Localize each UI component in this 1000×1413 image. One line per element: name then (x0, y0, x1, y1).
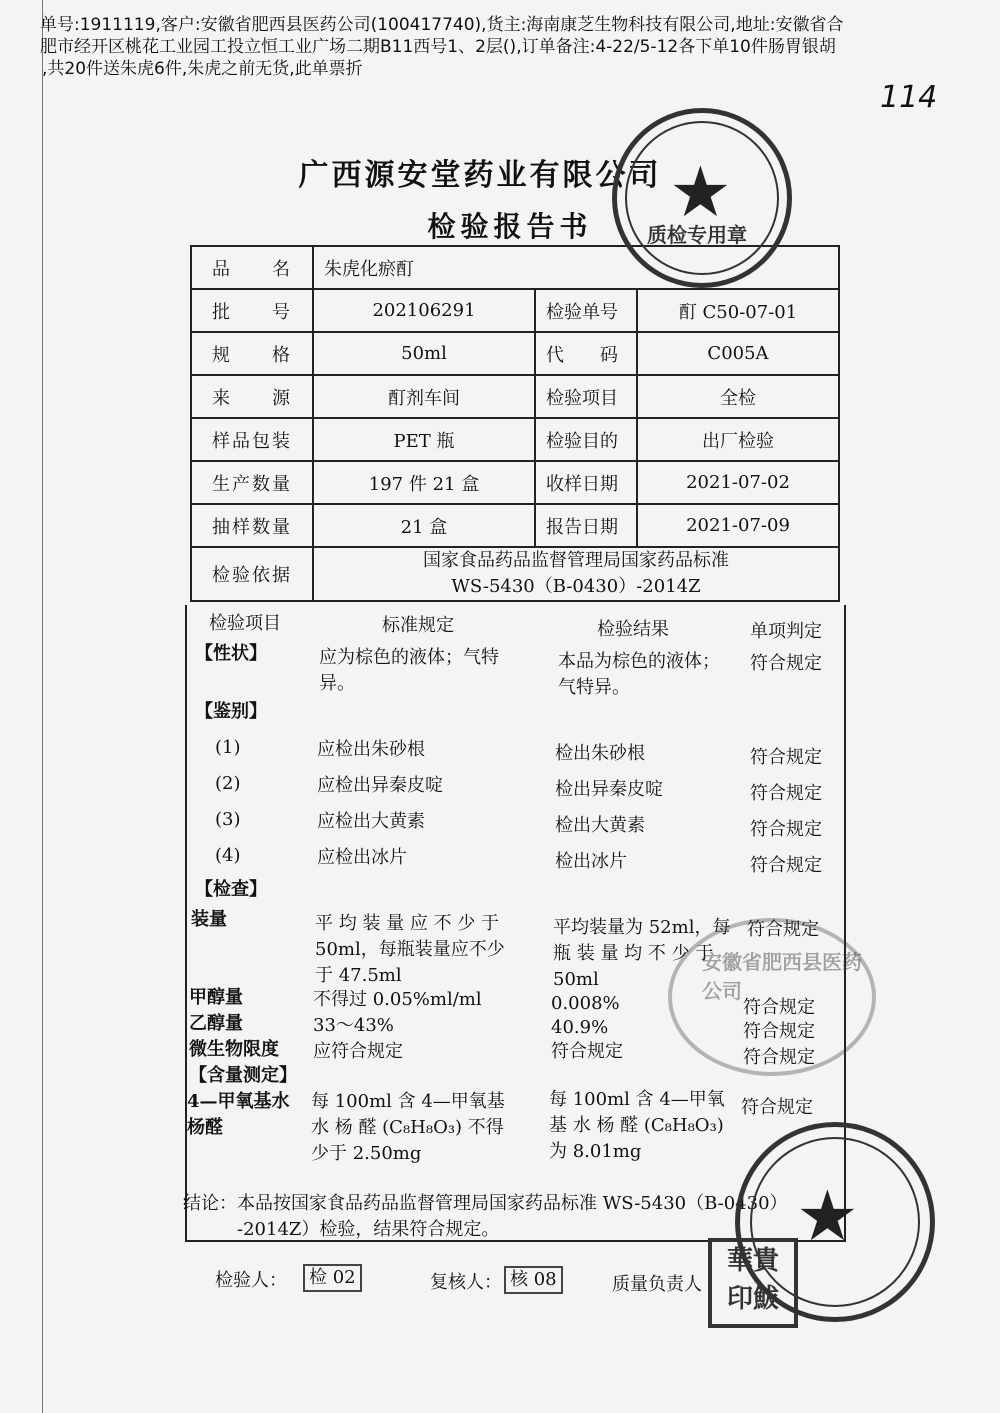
id4-judgement: 符合规定 (750, 855, 822, 876)
ethanol-std: 33～43% (313, 1015, 394, 1036)
id1-std: 应检出朱砂根 (317, 739, 425, 760)
report-label: 报告日期 (535, 504, 637, 547)
character-std-1: 应为棕色的液体；气特 (319, 647, 499, 668)
source-label: 来 源 (191, 375, 313, 418)
id1-res: 检出朱砂根 (555, 743, 645, 764)
microbial-judgement: 符合规定 (743, 1047, 815, 1068)
report-value: 2021-07-09 (637, 504, 839, 547)
info-table (190, 245, 840, 602)
table-row (191, 504, 839, 547)
recv-label: 收样日期 (535, 461, 637, 504)
fill-std-1: 平 均 装 量 应 不 少 于 (315, 913, 500, 934)
section-inspection: 【检查】 (195, 879, 267, 900)
assay-item-2: 杨醛 (187, 1117, 223, 1138)
microbial-res: 符合规定 (551, 1041, 623, 1062)
sample-value: 21 盒 (313, 504, 535, 547)
basis-line-1: 国家食品药品监督管理局国家药品标准 (423, 550, 729, 571)
batch-value: 202106291 (313, 289, 535, 332)
document-title: 检验报告书 (427, 210, 593, 243)
faint-seal-text: 安徽省肥西县医药公司 (702, 950, 862, 1003)
id3-std: 应检出大黄素 (317, 811, 425, 832)
header-item: 检验项目 (209, 613, 281, 634)
ethanol-item: 乙醇量 (189, 1013, 243, 1034)
table-row (191, 461, 839, 504)
table-row (191, 332, 839, 375)
pack-label: 样品包装 (191, 418, 313, 461)
methanol-judgement: 符合规定 (743, 997, 815, 1018)
id2-std: 应检出异秦皮啶 (317, 775, 443, 796)
basis-value (313, 547, 839, 601)
methanol-res: 0.008% (551, 993, 620, 1014)
source-value: 酊剂车间 (313, 375, 535, 418)
section-character: 【性状】 (195, 643, 267, 664)
company-qc-seal: ★ 质检专用章 (612, 108, 792, 288)
methanol-std: 不得过 0.05%ml/ml (313, 989, 482, 1010)
product-value: 朱虎化瘀酊 (313, 246, 839, 289)
conclusion-line-2: -2014Z）检验，结果符合规定。 (237, 1219, 500, 1240)
order-header (40, 14, 990, 80)
item-label: 检验项目 (535, 375, 637, 418)
qty-label: 生产数量 (191, 461, 313, 504)
header-standard: 标准规定 (382, 615, 454, 636)
code-label: 代 码 (535, 332, 637, 375)
pack-value: PET 瓶 (313, 418, 535, 461)
assay-res-3: 为 8.01mg (549, 1141, 642, 1162)
header-judgement: 单项判定 (750, 621, 822, 642)
batch-label: 批 号 (191, 289, 313, 332)
methanol-item: 甲醇量 (189, 987, 243, 1008)
order-line-2: 肥市经开区桃花工业园工投立恒工业广场二期B11西号1、2层(),订单备注:4-22/5-12各下单10件肠胃银胡 (40, 37, 836, 57)
section-identification: 【鉴别】 (195, 701, 267, 722)
qty-value: 197 件 21 盒 (313, 461, 535, 504)
id3-judgement: 符合规定 (750, 819, 822, 840)
product-label: 品 名 (191, 246, 313, 289)
reviewer-stamp: 核 08 (504, 1266, 563, 1294)
sample-label: 抽样数量 (191, 504, 313, 547)
table-row (191, 289, 839, 332)
order-line-1: 单号:1911119,客户:安徽省肥西县医药公司(100417740),货主:海南康芝生物科技有限公司,地址:安徽省合 (40, 15, 844, 35)
purpose-label: 检验目的 (535, 418, 637, 461)
reviewer-label: 复核人： (430, 1272, 502, 1293)
id1-judgement: 符合规定 (750, 747, 822, 768)
test-no-value: 酊 C50-07-01 (637, 289, 839, 332)
basis-line-2: WS-5430（B-0430）-2014Z (451, 576, 701, 597)
assay-std-3: 少于 2.50mg (311, 1143, 422, 1164)
square-seal-text: 華貴印鮁 (726, 1246, 779, 1314)
spec-label: 规 格 (191, 332, 313, 375)
assay-res-1: 每 100ml 含 4—甲氧 (549, 1089, 725, 1110)
id2-res: 检出异秦皮啶 (555, 779, 663, 800)
character-judgement: 符合规定 (750, 653, 822, 674)
fill-res-3: 50ml (553, 969, 599, 990)
microbial-item: 微生物限度 (189, 1039, 279, 1060)
order-line-3: ,共20件送朱虎6件,朱虎之前无货,此单票折 (42, 59, 363, 79)
id4-number: (4) (215, 845, 241, 866)
id2-number: (2) (215, 773, 241, 794)
microbial-std: 应符合规定 (313, 1041, 403, 1062)
character-res-1: 本品为棕色的液体； (558, 651, 720, 672)
header-result: 检验结果 (597, 619, 669, 640)
section-assay: 【含量测定】 (189, 1065, 297, 1086)
table-row (191, 375, 839, 418)
quality-seal: ★ (735, 1122, 935, 1322)
id4-std: 应检出冰片 (317, 847, 407, 868)
fill-res-2: 瓶 装 量 均 不 少 于 (553, 943, 714, 964)
spec-value: 50ml (313, 332, 535, 375)
conclusion-line-1: 结论：本品按国家食品药品监督管理局国家药品标准 WS-5430（B-0430） (183, 1193, 788, 1214)
table-row (191, 418, 839, 461)
recv-value: 2021-07-02 (637, 461, 839, 504)
seal-bottom-text: 质检专用章 (647, 223, 747, 247)
ethanol-res: 40.9% (551, 1017, 609, 1038)
id1-number: (1) (215, 737, 241, 758)
handwritten-page-number: 114 (880, 80, 938, 115)
qa-label: 质量负责人 (612, 1274, 702, 1295)
assay-res-2: 基 水 杨 醛 (C₈H₈O₃) (549, 1115, 724, 1136)
fill-judgement: 符合规定 (747, 919, 819, 940)
assay-judgement: 符合规定 (741, 1097, 813, 1118)
id3-res: 检出大黄素 (555, 815, 645, 836)
item-value: 全检 (637, 375, 839, 418)
character-res-2: 气特异。 (558, 677, 630, 698)
assay-std-1: 每 100ml 含 4—甲氧基 (311, 1091, 505, 1112)
character-std-2: 异。 (319, 673, 355, 694)
square-personal-seal (708, 1238, 798, 1328)
company-title: 广西源安堂药业有限公司 (298, 158, 662, 193)
test-no-label: 检验单号 (535, 289, 637, 332)
id3-number: (3) (215, 809, 241, 830)
code-value: C005A (637, 332, 839, 375)
fill-res-1: 平均装量为 52ml，每 (553, 917, 731, 938)
assay-std-2: 水 杨 醛 (C₈H₈O₃) 不得 (311, 1117, 504, 1138)
assay-item-1: 4—甲氧基水 (187, 1091, 290, 1112)
inspector-label: 检验人： (215, 1270, 287, 1291)
id2-judgement: 符合规定 (750, 783, 822, 804)
table-row (191, 547, 839, 601)
fill-item: 装量 (191, 909, 227, 930)
purpose-value: 出厂检验 (637, 418, 839, 461)
ethanol-judgement: 符合规定 (743, 1021, 815, 1042)
customer-seal-faint (668, 918, 876, 1076)
inspector-stamp: 检 02 (303, 1264, 362, 1292)
fill-std-2: 50ml，每瓶装量应不少 (315, 939, 505, 960)
fill-std-3: 于 47.5ml (315, 965, 402, 986)
id4-res: 检出冰片 (555, 851, 627, 872)
basis-label: 检验依据 (191, 547, 313, 601)
